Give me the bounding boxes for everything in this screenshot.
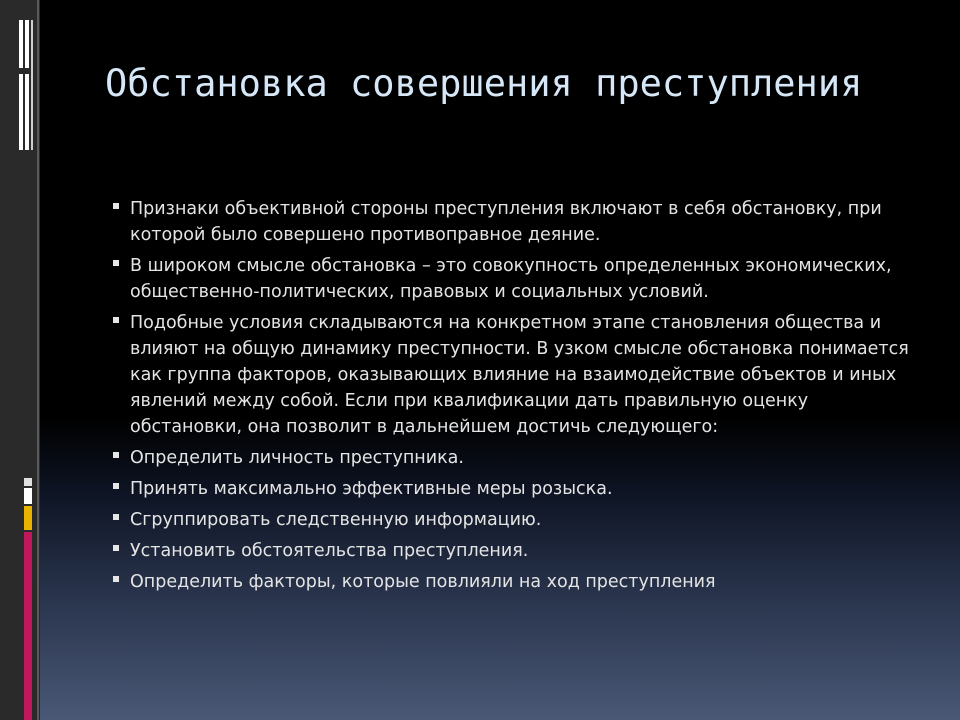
list-item bbox=[112, 445, 912, 471]
list-item-text: Определить личность преступника. bbox=[130, 448, 464, 468]
decor-bar-mid bbox=[24, 478, 32, 486]
bullet-list bbox=[112, 196, 912, 600]
list-item-text: Подобные условия складываются на конкретном этапе становления общества и влияют на общую динамику преступности. В узком смысле обстановка понимается как группа факторов, оказывающих влияние на взаимодействие объектов и иных явлений между собой. Если при квалификации дать правильную оценку обстановки, она позволит в дальнейшем достичь следующего: bbox=[130, 313, 909, 437]
list-item-text: Установить обстоятельства преступления. bbox=[130, 541, 529, 561]
decor-bar-magenta bbox=[24, 532, 32, 720]
square-bullet-icon bbox=[113, 452, 119, 458]
list-item bbox=[112, 253, 912, 305]
strip-divider bbox=[37, 0, 39, 720]
square-bullet-icon bbox=[113, 317, 119, 323]
square-bullet-icon bbox=[113, 514, 119, 520]
square-bullet-icon bbox=[113, 576, 119, 582]
decor-bar-top bbox=[25, 74, 29, 150]
list-item bbox=[112, 196, 912, 248]
list-item bbox=[112, 507, 912, 533]
decor-bar-top bbox=[19, 74, 23, 150]
decor-bar-top bbox=[31, 20, 33, 150]
decor-bar-yellow bbox=[24, 506, 32, 530]
list-item-text: Определить факторы, которые повлияли на ход преступления bbox=[130, 572, 716, 592]
list-item bbox=[112, 310, 912, 440]
list-item bbox=[112, 569, 912, 595]
list-item-text: В широком смысле обстановка – это совокупность определенных экономических, общественно-политических, правовых и социальных условий. bbox=[130, 256, 892, 302]
list-item-text: Признаки объективной стороны преступления включают в себя обстановку, при которой было совершено противоправное деяние. bbox=[130, 199, 882, 245]
square-bullet-icon bbox=[113, 260, 119, 266]
list-item bbox=[112, 538, 912, 564]
list-item bbox=[112, 476, 912, 502]
list-item-text: Сгруппировать следственную информацию. bbox=[130, 510, 542, 530]
list-item-text: Принять максимально эффективные меры розыска. bbox=[130, 479, 613, 499]
slide-title: Обстановка совершения преступления bbox=[105, 62, 863, 105]
square-bullet-icon bbox=[113, 203, 119, 209]
left-strip bbox=[0, 0, 40, 720]
decor-bar-top bbox=[25, 20, 29, 68]
decor-bar-mid bbox=[24, 488, 32, 504]
decor-bar-top bbox=[19, 20, 23, 68]
square-bullet-icon bbox=[113, 545, 119, 551]
square-bullet-icon bbox=[113, 483, 119, 489]
